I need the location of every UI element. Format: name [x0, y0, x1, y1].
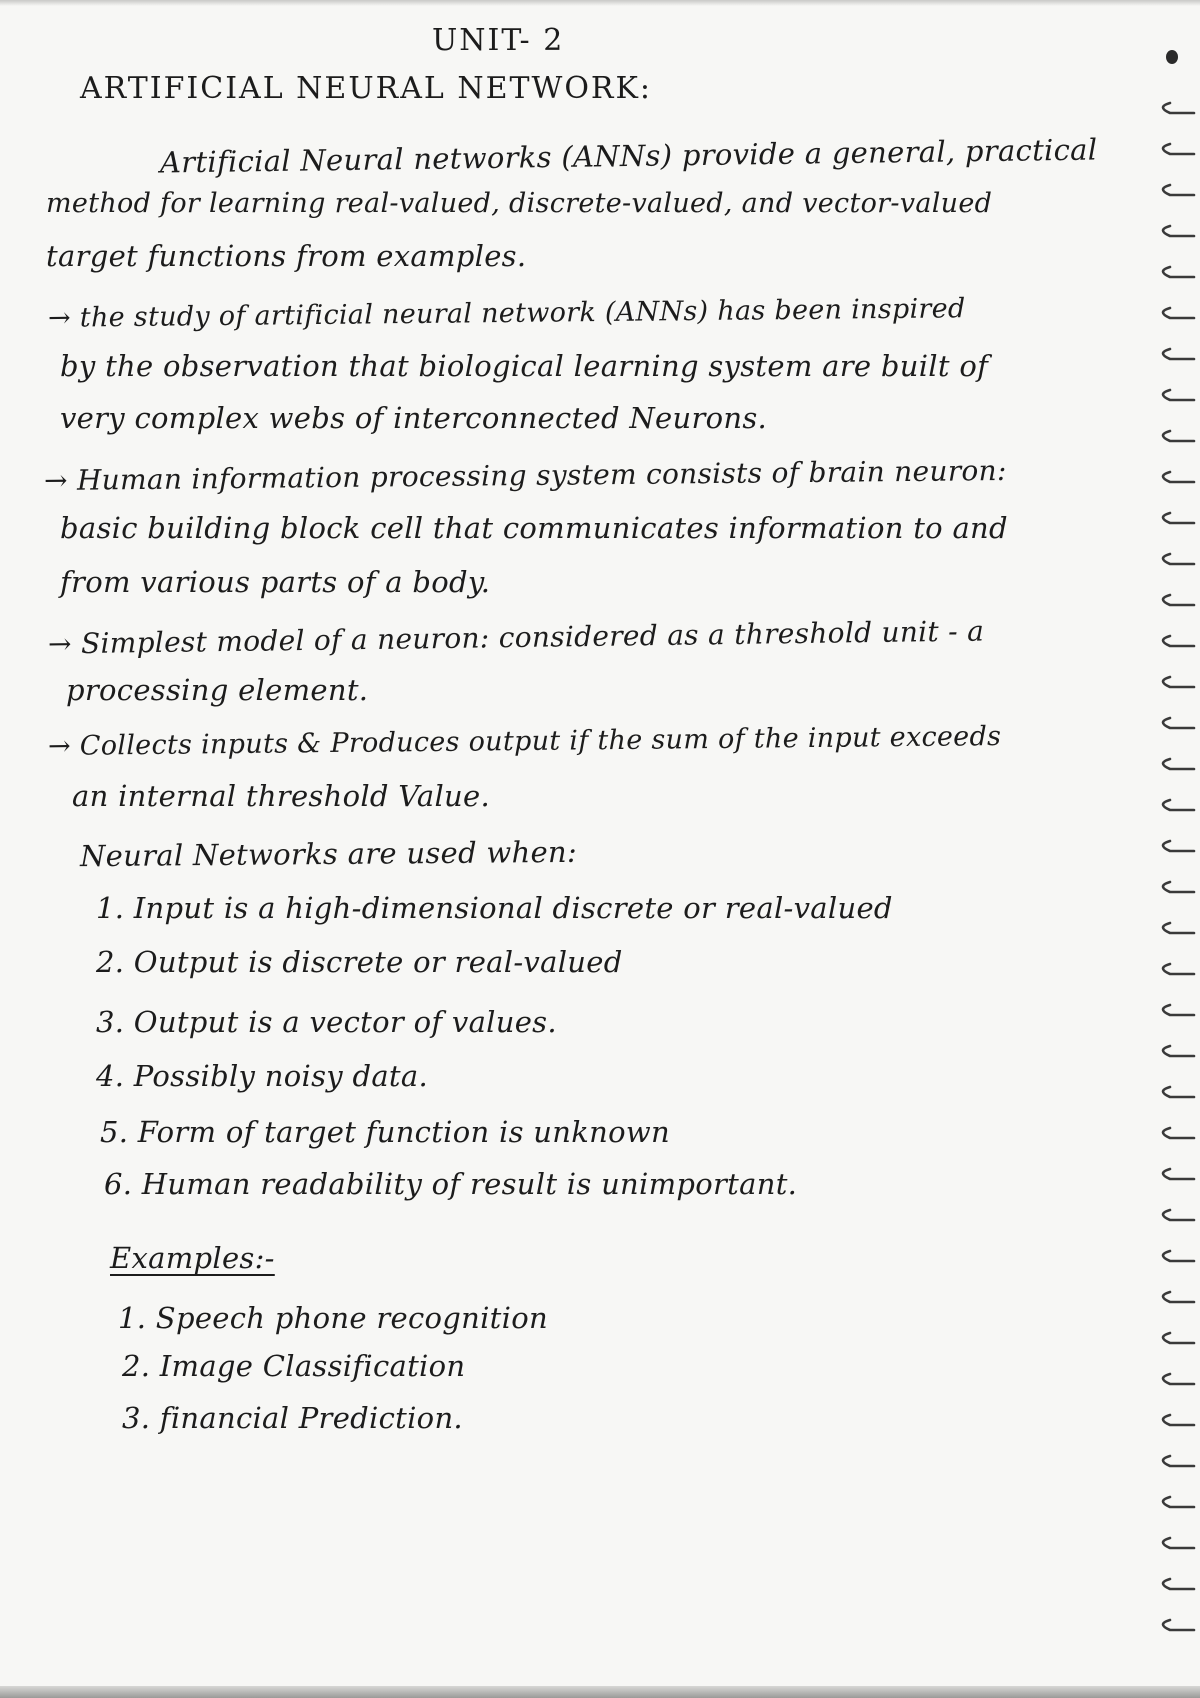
spiral-binding — [1150, 95, 1200, 1675]
paragraph-line: → Collects inputs & Produces output if the sum of the input exceeds — [47, 721, 1002, 762]
example-item: 2. Image Classification — [122, 1349, 466, 1383]
paragraph-line: processing element. — [66, 673, 369, 707]
paragraph-line: basic building block cell that communicates information to and — [60, 511, 1008, 545]
examples-heading: Examples:- — [110, 1241, 275, 1275]
paragraph-line: from various parts of a body. — [60, 565, 491, 599]
binder-hole — [1166, 50, 1178, 64]
intro-line: method for learning real-valued, discrete-valued, and vector-valued — [46, 188, 993, 219]
property-item: 6. Human readability of result is unimportant. — [104, 1167, 798, 1201]
example-item: 3. financial Prediction. — [122, 1401, 463, 1435]
paragraph-line: an internal threshold Value. — [72, 779, 491, 813]
page-top-edge — [0, 0, 1200, 6]
unit-title: UNIT- 2 — [432, 23, 565, 58]
property-item: 5. Form of target function is unknown — [100, 1115, 670, 1149]
page-heading: ARTIFICIAL NEURAL NETWORK: — [80, 71, 653, 106]
property-item: 1. Input is a high-dimensional discrete or real-valued — [96, 891, 893, 925]
paragraph-line: → Simplest model of a neuron: considered as a threshold unit - a — [47, 614, 985, 661]
intro-line: target functions from examples. — [46, 239, 527, 273]
property-item: 2. Output is discrete or real-valued — [96, 945, 623, 979]
paragraph-line: → Human information processing system consists of brain neuron: — [43, 453, 1007, 498]
property-item: 4. Possibly noisy data. — [96, 1059, 428, 1093]
paragraph-line: very complex webs of interconnected Neurons. — [60, 401, 768, 435]
intro-line: Artificial Neural networks (ANNs) provide a general, practical — [159, 132, 1098, 180]
page-bottom-edge — [0, 1686, 1200, 1698]
property-item: 3. Output is a vector of values. — [96, 1005, 557, 1039]
paragraph-line: → the study of artificial neural network (ANNs) has been inspired — [47, 293, 966, 334]
properties-heading: Neural Networks are used when: — [79, 834, 578, 874]
paragraph-line: by the observation that biological learning system are built of — [60, 349, 989, 383]
example-item: 1. Speech phone recognition — [118, 1301, 548, 1335]
